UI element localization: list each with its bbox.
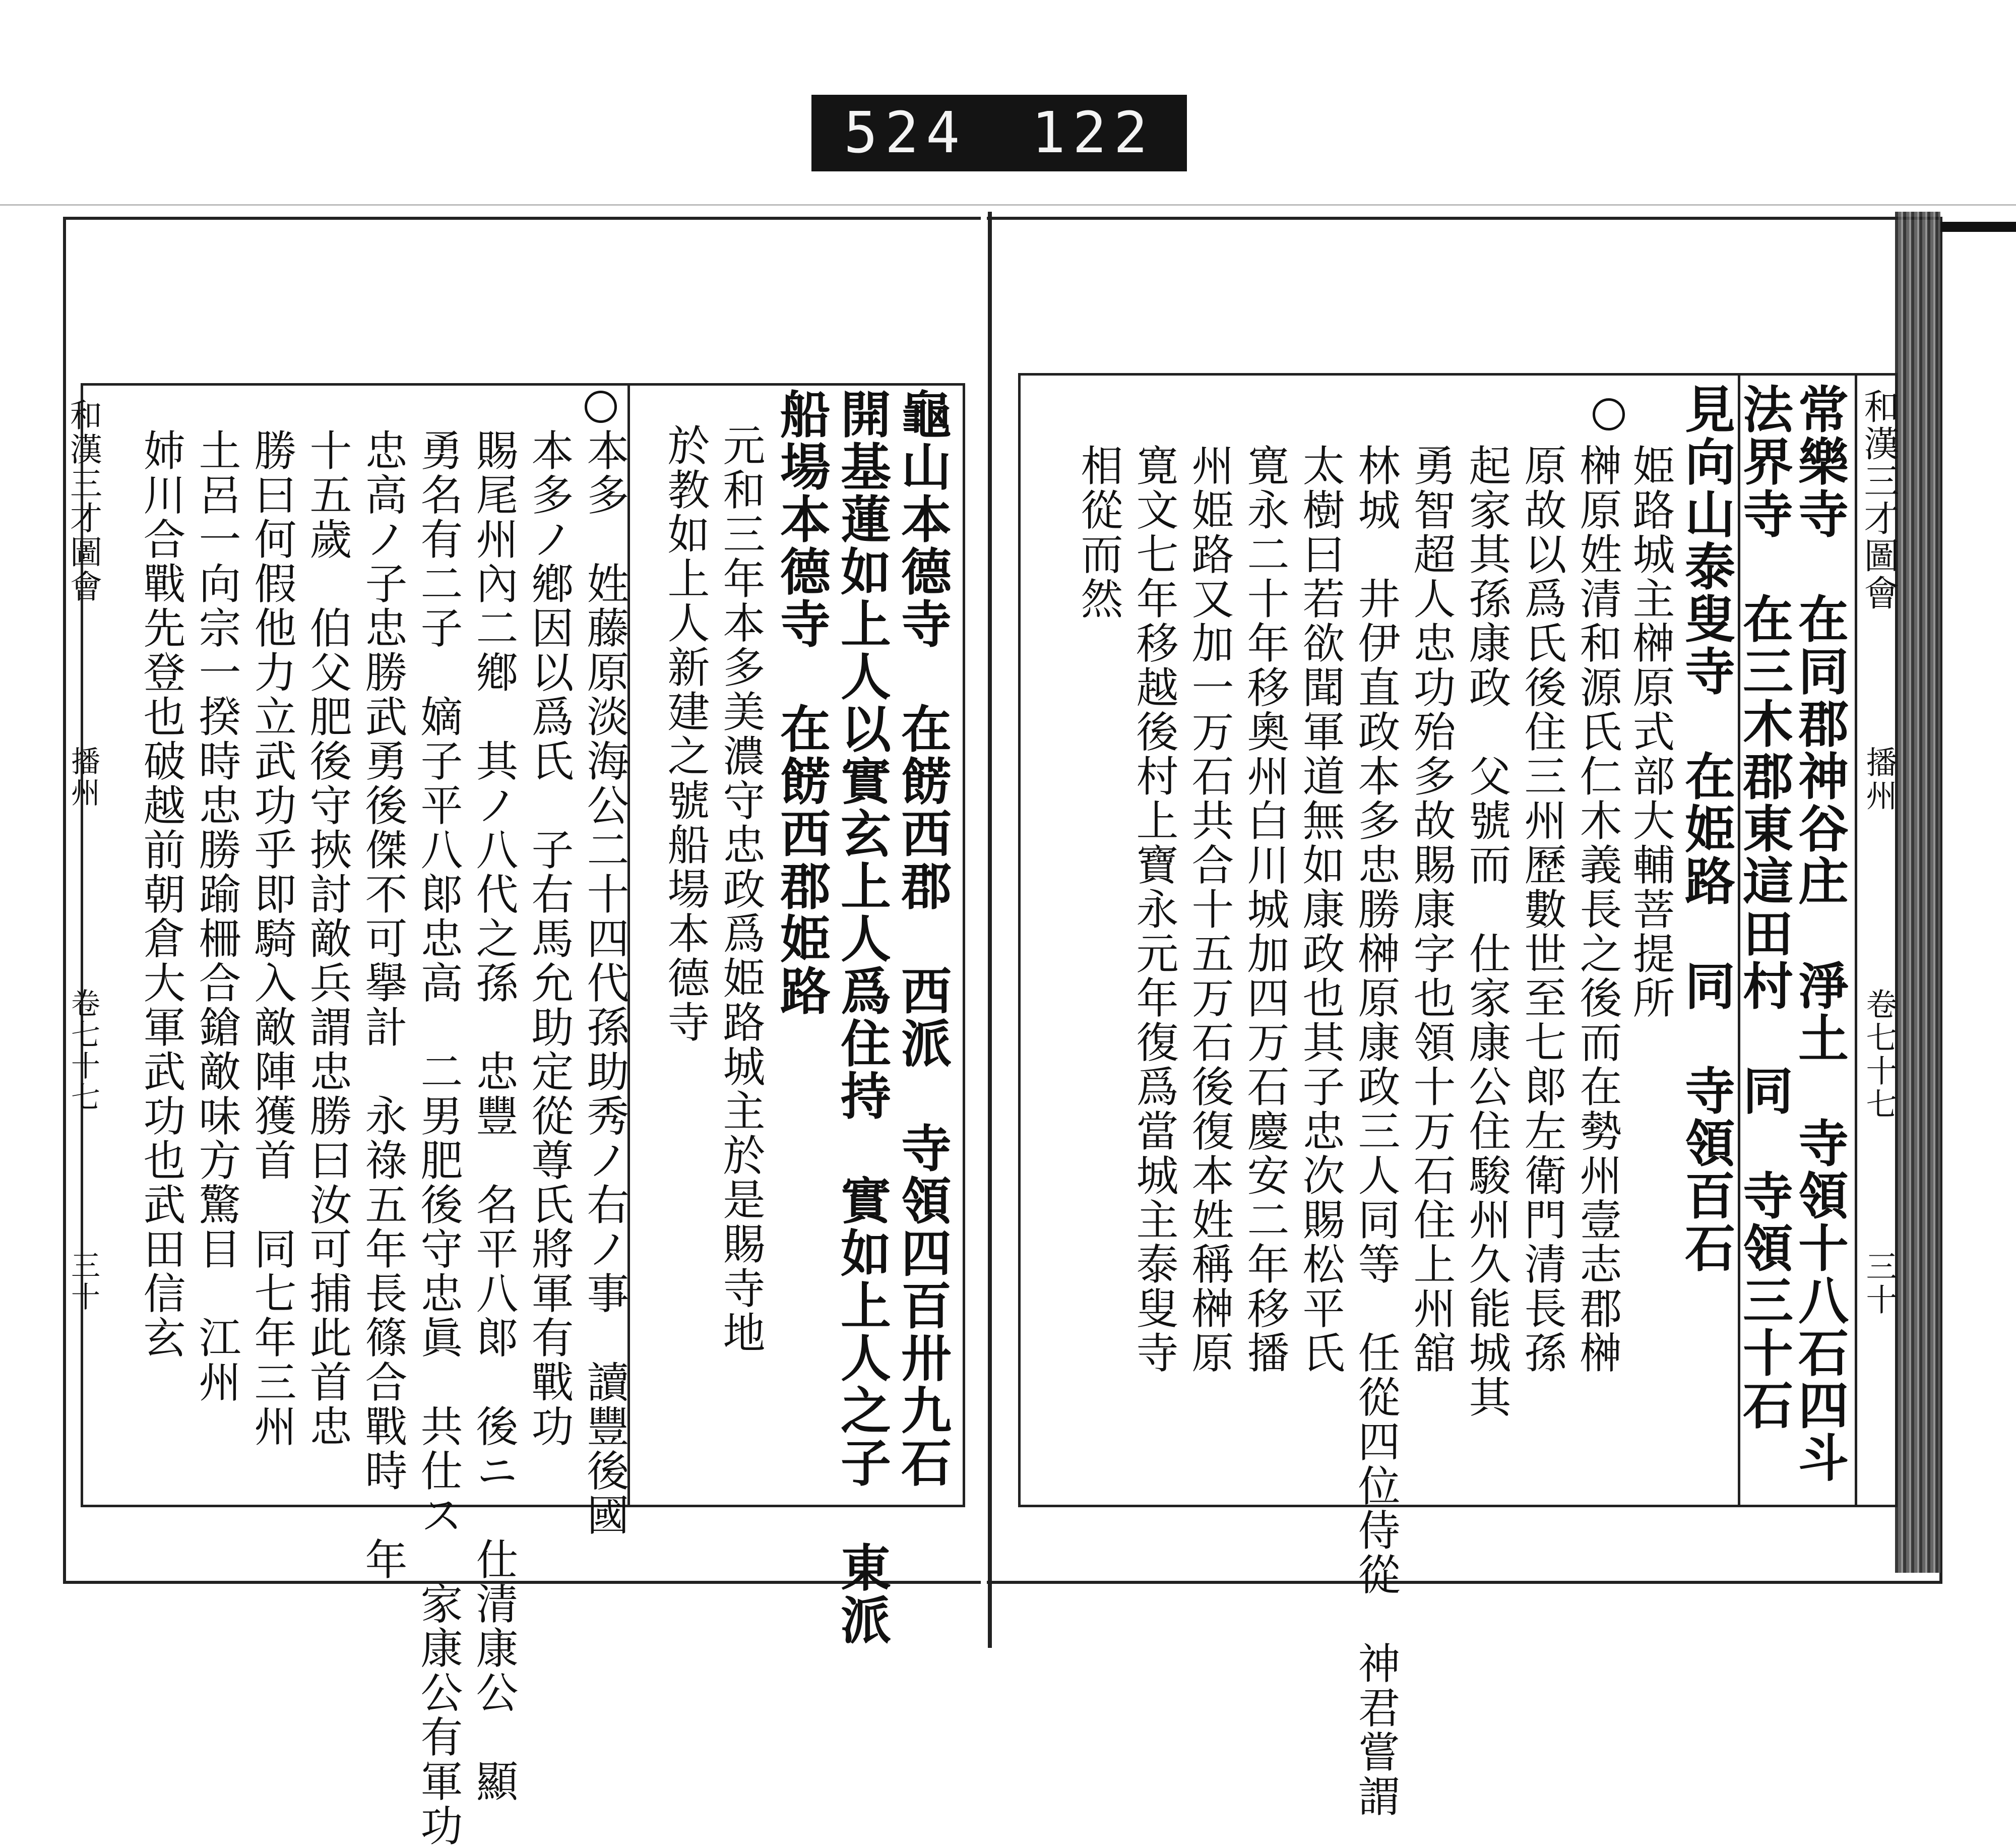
- right-entry-13: 寛文七年移越後村上寶永元年復爲當城主泰叟寺: [1129, 444, 1179, 1375]
- right-entry-1: 常樂寺 在同郡神谷庄 淨土 寺領十八石四斗: [1790, 383, 1849, 1484]
- right-entry-8: 勇智超人忠功殆多故賜康字也領十万石住上州舘: [1407, 444, 1456, 1375]
- entry-marker-circle: [1593, 398, 1625, 430]
- page-edge-shadow: [1940, 222, 2016, 232]
- right-entry-12: 州姫路又加一万石共合十五万石後復本姓稱榊原: [1185, 444, 1234, 1375]
- entry-marker-circle: [585, 391, 617, 423]
- archive-number-label: [811, 95, 1187, 171]
- label-number-left: 524: [844, 100, 967, 166]
- left-entry-11: 十五歲 伯父肥後守挾討敵兵謂忠勝曰汝可捕此首忠: [303, 428, 352, 1449]
- page-fore-edge: [1895, 212, 1940, 1573]
- right-entry-4: 姫路城主榊原式部大輔菩提所: [1626, 444, 1675, 1020]
- left-entry-6: 本多 姓藤原淡海公二十四代孫助秀ノ右ノ事 讀豐後國: [580, 428, 629, 1537]
- label-number-right: 122: [1031, 100, 1155, 166]
- left-entry-13: 土呂一向宗一揆時忠勝踰柵合鎗敵味方驚目 江州: [192, 428, 241, 1404]
- left-entry-12: 勝曰何假他力立武功乎即騎入敵陣獲首 同七年三州: [247, 428, 297, 1449]
- left-margin-folio: 三十: [66, 1250, 100, 1313]
- right-entry-11: 寛永二十年移奧州白川城加四万石慶安二年移播: [1240, 444, 1290, 1375]
- left-entry-9: 勇名有二子 嫡子平八郞忠高 二男肥後守忠眞 共仕ス 家康公有軍功: [414, 428, 463, 1848]
- left-entry-7: 本多ノ鄕因以爲氏 子右馬允助定從尊氏將軍有戰功: [525, 428, 574, 1449]
- right-entry-14: 相從而然: [1074, 444, 1123, 621]
- scan-edge-line: [0, 204, 2016, 206]
- left-entry-8: 賜尾州內二鄕 其ノ八代之孫 忠豐 名平八郞 後ニ 仕清康公 顯: [469, 428, 519, 1804]
- right-entry-5: 榊原姓清和源氏仁木義長之後而在勢州壹志郡榊: [1573, 444, 1622, 1375]
- right-margin-section: 播州: [1861, 746, 1898, 813]
- left-entry-1: 龜山本德寺 在餝西郡 西派 寺領四百卅九石: [893, 388, 952, 1489]
- left-entry-10: 忠高ノ子忠勝武勇後傑不可擧計 永祿五年長篠合戰時 年: [358, 428, 408, 1582]
- right-margin-volume: 卷七十七: [1861, 988, 1898, 1121]
- left-entry-3: 船場本德寺 在餝西郡姫路: [772, 388, 831, 1017]
- book-spine: [988, 212, 992, 1648]
- right-entry-6: 原故以爲氏後住三州歷數世至七郞左衛門清長孫: [1518, 444, 1567, 1375]
- right-entry-3: 見向山泰叟寺 在姫路 同 寺領百石: [1676, 383, 1736, 1274]
- right-entry-9: 林城 井伊直政本多忠勝榊原康政三人同等 任從四位侍從 神君嘗謂: [1351, 444, 1401, 1819]
- left-entry-14: 姉川合戰先登也破越前朝倉大軍武功也武田信玄: [137, 428, 186, 1360]
- left-entry-2: 開基蓮如上人以實玄上人爲住持 實如上人之子 東派: [832, 388, 892, 1646]
- right-entry-10: 太樹曰若欲聞軍道無如康政也其子忠次賜松平氏: [1296, 444, 1345, 1375]
- left-margin-volume: 卷七十七: [66, 988, 100, 1113]
- right-margin-folio: 三十: [1861, 1250, 1898, 1317]
- left-margin-section: 播州: [66, 746, 100, 809]
- left-entry-4: 元和三年本多美濃守忠政爲姫路城主於是賜寺地: [716, 423, 766, 1355]
- right-entry-2: 法界寺 在三木郡東這田村 同 寺領三十石: [1734, 383, 1794, 1432]
- right-margin-title: 和漢三才圖會: [1858, 388, 1900, 612]
- right-page-margin-rule: [1855, 373, 1857, 1507]
- left-entry-5: 於教如上人新建之號船場本德寺: [661, 423, 710, 1044]
- left-margin-title: 和漢三才圖會: [65, 398, 102, 604]
- right-entry-7: 起家其孫康政 父號而 仕家康公住駿州久能城其: [1462, 444, 1511, 1420]
